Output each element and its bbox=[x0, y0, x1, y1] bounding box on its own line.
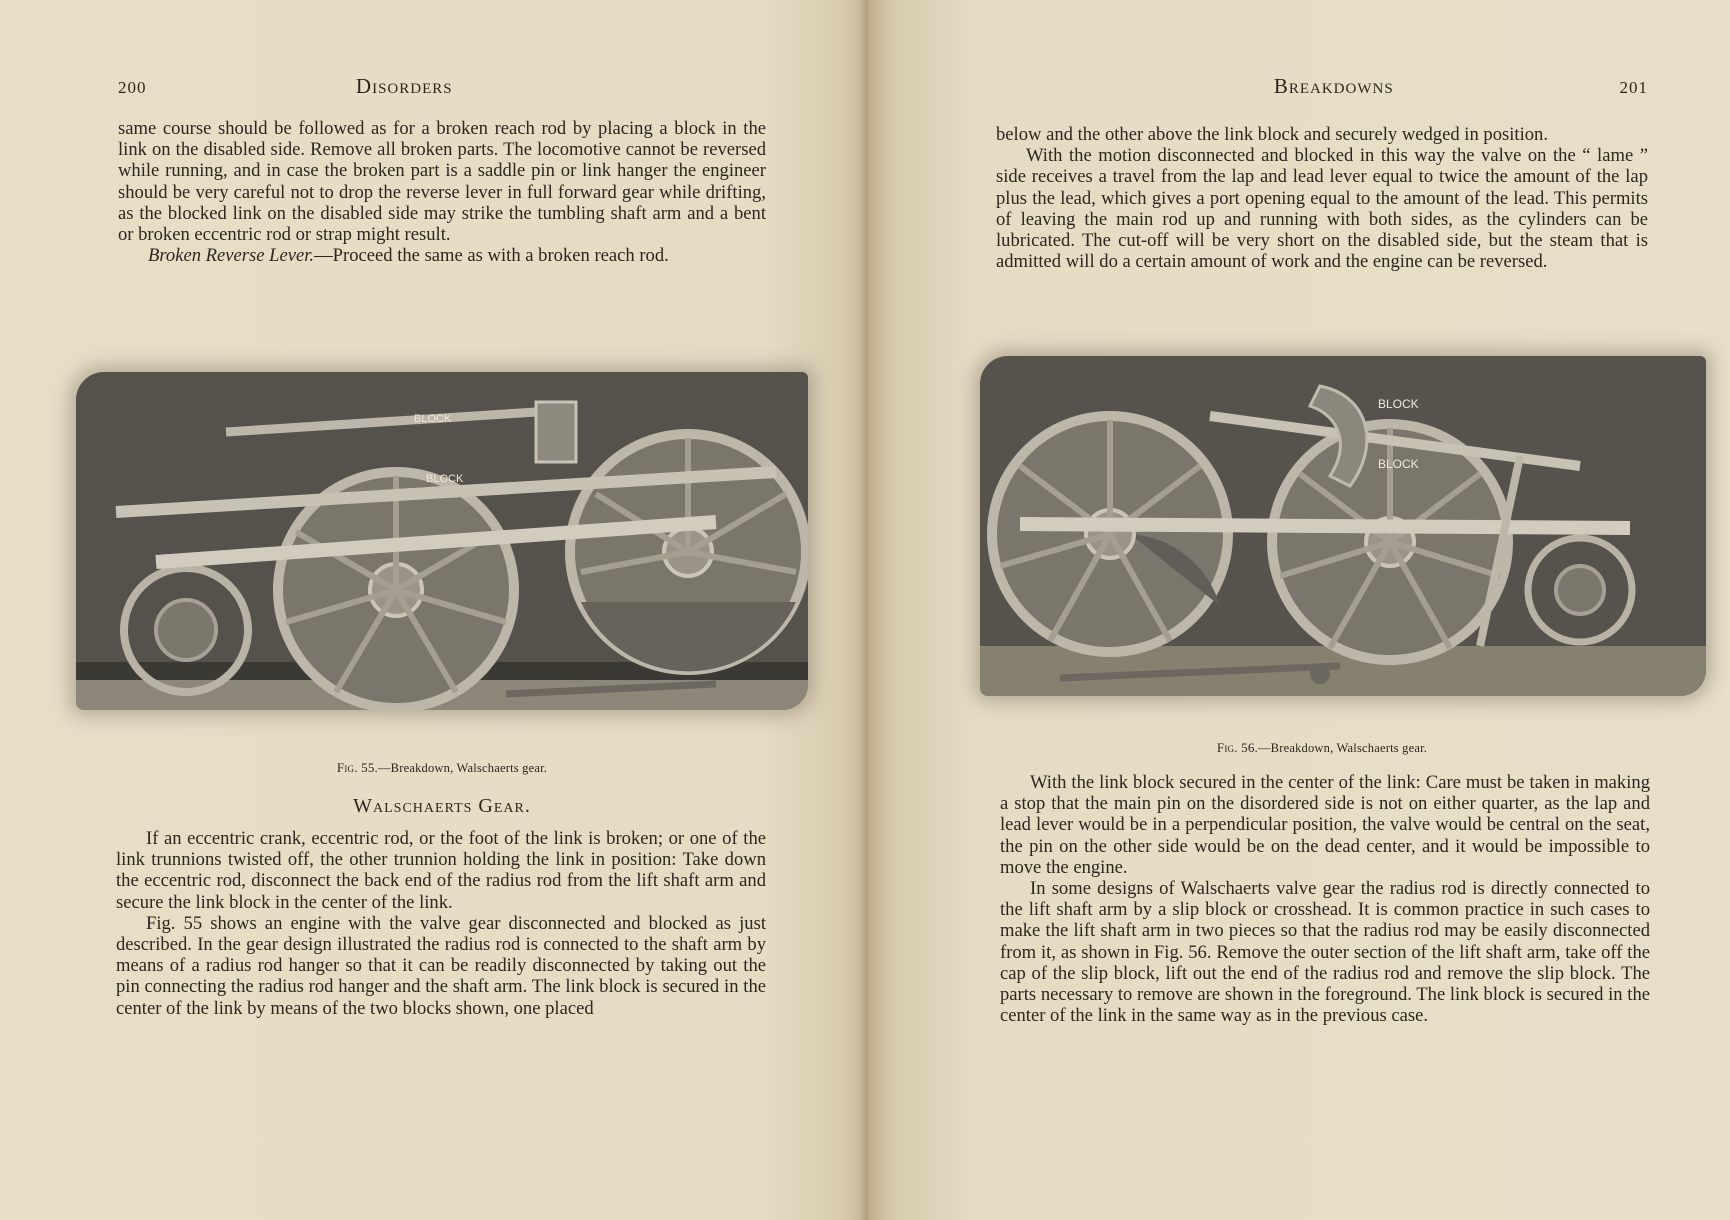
paragraph: With the link block secured in the center of the link: Care must be taken in making a stop that the main pin on the disordered side is not on either quarter, as the lap and lead lever would be in a perpendicular position, the valve would be central on the seat, the pin on the other side would be on the dead center, and it would be impossible to move the engine. bbox=[1000, 772, 1650, 878]
page-number: 201 bbox=[1619, 78, 1648, 97]
block-label: BLOCK bbox=[414, 413, 452, 425]
figure-55-photo bbox=[76, 372, 808, 710]
paragraph: With the motion disconnected and blocked in this way the valve on the “ lame ” side receives a travel from the lap and lead lever equal to twice the amount of the lap plus the lead, which gives a port opening equal to the amount of the lead. This permits of leaving the main rod up and running with both sides, as the cylinders can be lubricated. The cut-off will be very short on the disabled side, but the steam that is admitted will do a certain amount of work and the engine can be reversed. bbox=[996, 145, 1648, 273]
caption-fig-number: Fig. 55. bbox=[336, 760, 378, 775]
locomotive-illustration-56 bbox=[980, 356, 1706, 696]
figure-56-caption bbox=[996, 740, 1648, 756]
caption-text: —Breakdown, Walschaerts gear. bbox=[377, 761, 548, 775]
caption-text: —Breakdown, Walschaerts gear. bbox=[1257, 741, 1428, 755]
left-top-text bbox=[118, 118, 766, 266]
section-title: Walschaerts Gear. bbox=[353, 795, 531, 817]
block-label: BLOCK bbox=[1378, 457, 1419, 471]
paragraph: If an eccentric crank, eccentric rod, or the foot of the link is broken; or one of the link trunnions twisted off, the other trunnion holding the link in position: Take down the eccentric rod, disconnect the back end of the radius rod from the lift shaft arm and secure the link block in the center of the link. bbox=[116, 828, 766, 913]
figure-55-caption bbox=[118, 760, 766, 776]
right-top-text bbox=[996, 124, 1648, 272]
block-label: BLOCK bbox=[1378, 397, 1419, 411]
paragraph: Fig. 55 shows an engine with the valve gear disconnected and blocked as just described. In the gear design illustrated the radius rod is connected to the shaft arm by means of a radius rod hanger so that it can be readily disconnected by taking out the pin connecting the radius rod hanger and the shaft arm. The link block is secured in the center of the link by means of the two blocks shown, one placed bbox=[116, 912, 766, 1019]
running-head: Breakdowns bbox=[1273, 74, 1394, 98]
paragraph-text: —Proceed the same as with a broken reach rod. bbox=[314, 245, 669, 267]
right-page-header bbox=[996, 74, 1648, 99]
running-head: Disorders bbox=[355, 74, 453, 98]
paragraph: In some designs of Walschaerts valve gear the radius rod is directly connected to the lift shaft arm by a slip block or crosshead. It is common practice in such cases to make the lift shaft arm in two pieces so that the radius rod may be easily disconnected from it, as shown in Fig. 56. Remove the outer section of the lift shaft arm, take off the cap of the slip block, lift out the end of the radius rod and remove the slip block. The parts necessary to remove are shown in the foreground. The link block is secured in the center of the link in the same way as in the previous case. bbox=[1000, 878, 1650, 1027]
left-page-header bbox=[118, 74, 766, 99]
inline-heading: Broken Reverse Lever. bbox=[148, 245, 315, 267]
block-label: BLOCK bbox=[426, 473, 464, 485]
locomotive-illustration-55 bbox=[76, 372, 808, 710]
page-number: 200 bbox=[118, 78, 147, 97]
right-page bbox=[868, 0, 1730, 1220]
paragraph: below and the other above the link block and securely wedged in position. bbox=[996, 124, 1548, 145]
paragraph: same course should be followed as for a broken reach rod by placing a block in the link on the disabled side. Remove all broken parts. The locomotive cannot be reversed while running, and in case the broken part is a saddle pin or link hanger the engineer should be very careful not to drop the reverse lever in full forward gear while drifting, as the blocked link on the disabled side may strike the tumbling shaft arm and a bent or broken eccentric rod or strap might result. bbox=[118, 118, 766, 246]
figure-56-photo bbox=[980, 356, 1706, 696]
paragraph-reverse-lever bbox=[118, 245, 766, 266]
left-bottom-text bbox=[116, 828, 766, 1019]
caption-fig-number: Fig. 56. bbox=[1216, 740, 1258, 755]
right-bottom-text bbox=[1000, 772, 1650, 1026]
